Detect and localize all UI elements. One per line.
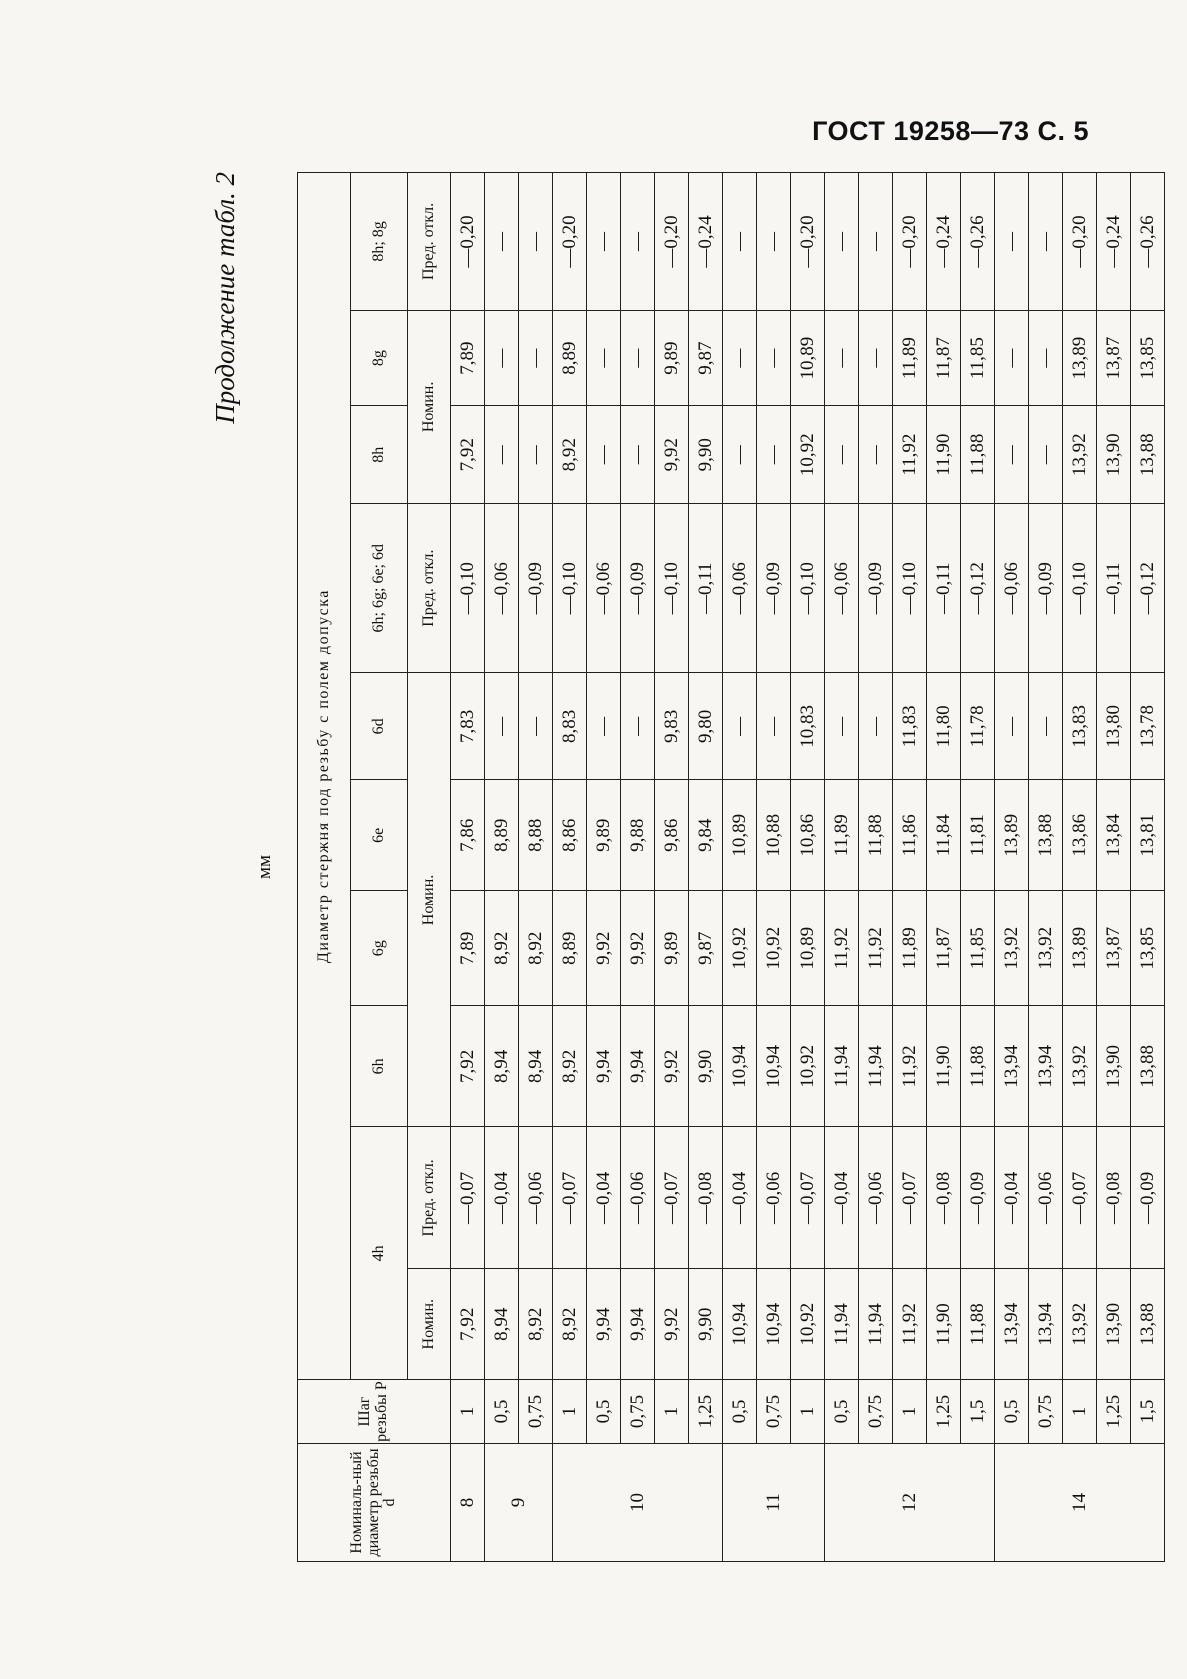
table-cell: 8,92 — [519, 1269, 553, 1380]
table-row — [1131, 173, 1165, 1562]
table-cell: — — [859, 173, 893, 311]
table-cell: 10,88 — [757, 780, 791, 891]
table-cell: 1 — [451, 1380, 485, 1444]
table-cell: — — [995, 310, 1029, 406]
table-cell: —0,06 — [995, 503, 1029, 673]
table-cell: —0,11 — [689, 503, 723, 673]
table-cell: 9,89 — [655, 891, 689, 1006]
table-row — [723, 173, 757, 1562]
table-cell: 8,92 — [553, 1269, 587, 1380]
table-cell: 13,92 — [1063, 1269, 1097, 1380]
table-cell: 9,83 — [655, 673, 689, 780]
table-cell: 8,88 — [519, 780, 553, 891]
table-cell: 0,75 — [1029, 1380, 1063, 1444]
table-row — [655, 173, 689, 1562]
header-6e: 6e — [351, 780, 408, 891]
table-cell: —0,07 — [451, 1127, 485, 1269]
table-cell: —0,07 — [1063, 1127, 1097, 1269]
table-row — [791, 173, 825, 1562]
table-cell: 9,90 — [689, 1006, 723, 1127]
table-cell: — — [519, 310, 553, 406]
table-cell: 8,94 — [519, 1006, 553, 1127]
table-cell: 10,94 — [723, 1006, 757, 1127]
table-row — [825, 173, 859, 1562]
table-cell: 13,94 — [995, 1269, 1029, 1380]
table-row — [757, 173, 791, 1562]
table-cell: 8,92 — [553, 406, 587, 504]
table-cell: 13,78 — [1131, 673, 1165, 780]
table-cell: 1 — [655, 1380, 689, 1444]
header-4h-nominal: Номин. — [408, 1269, 451, 1380]
table-cell: 10,92 — [757, 891, 791, 1006]
table-cell: — — [995, 406, 1029, 504]
table-cell: 11,81 — [961, 780, 995, 891]
table-cell: 9,92 — [655, 1269, 689, 1380]
table-cell: 8,92 — [485, 891, 519, 1006]
table-cell: —0,06 — [859, 1127, 893, 1269]
table-cell: 9,94 — [621, 1269, 655, 1380]
table-cell: —0,11 — [927, 503, 961, 673]
table-cell: — — [1029, 673, 1063, 780]
table-cell: 11,90 — [927, 1269, 961, 1380]
header-4h-deviation: Пред. откл. — [408, 1127, 451, 1269]
table-cell: —0,12 — [1131, 503, 1165, 673]
header-6g: 6g — [351, 891, 408, 1006]
table-cell: 11,94 — [859, 1269, 893, 1380]
table-row — [1097, 173, 1131, 1562]
table-cell: 7,92 — [451, 406, 485, 504]
table-cell: 11,94 — [825, 1269, 859, 1380]
table-cell: —0,26 — [961, 173, 995, 311]
table-cell: 9,90 — [689, 406, 723, 504]
table-cell: — — [621, 310, 655, 406]
table-cell: — — [1029, 310, 1063, 406]
table-row — [961, 173, 995, 1562]
table-cell: 10,92 — [723, 891, 757, 1006]
table-cell: 13,94 — [1029, 1269, 1063, 1380]
table-cell: 10,94 — [757, 1269, 791, 1380]
table-cell: 11,92 — [859, 891, 893, 1006]
table-cell: 13,92 — [995, 891, 1029, 1006]
table-cell: 13,88 — [1029, 780, 1063, 891]
table-cell: 1 — [791, 1380, 825, 1444]
table-cell: 11,94 — [859, 1006, 893, 1127]
table-cell: 0,75 — [757, 1380, 791, 1444]
table-cell: 9,94 — [621, 1006, 655, 1127]
table-cell: 13,85 — [1131, 310, 1165, 406]
table-cell: —0,06 — [1029, 1127, 1063, 1269]
table-cell: 11,87 — [927, 891, 961, 1006]
table-cell: 1 — [1063, 1380, 1097, 1444]
table-cell: — — [859, 673, 893, 780]
table-cell: 9,88 — [621, 780, 655, 891]
table-cell: — — [587, 173, 621, 311]
header-thread-pitch: Шаг резьбы P — [298, 1380, 451, 1444]
table-cell: 9,92 — [655, 1006, 689, 1127]
table-cell: —0,20 — [893, 173, 927, 311]
table-cell: 13,90 — [1097, 1269, 1131, 1380]
header-6-deviation: Пред. откл. — [408, 503, 451, 673]
table-cell: 13,89 — [1063, 891, 1097, 1006]
table-cell: —0,11 — [1097, 503, 1131, 673]
header-6-combined: 6h; 6g; 6e; 6d — [351, 503, 408, 673]
table-cell: —0,10 — [451, 503, 485, 673]
table-cell: — — [825, 406, 859, 504]
table-cell: 11,85 — [961, 310, 995, 406]
header-6-nominal: Номин. — [408, 673, 451, 1127]
table-cell: 13,92 — [1029, 891, 1063, 1006]
table-cell: —0,09 — [757, 503, 791, 673]
table-body — [451, 173, 1165, 1562]
table-cell: 9,87 — [689, 310, 723, 406]
table-cell: —0,06 — [757, 1127, 791, 1269]
table-cell: 0,5 — [825, 1380, 859, 1444]
table-cell: 9,92 — [621, 891, 655, 1006]
table-cell: 7,83 — [451, 673, 485, 780]
table-cell: —0,04 — [485, 1127, 519, 1269]
header-4h: 4h — [351, 1127, 408, 1380]
table-cell: 9,80 — [689, 673, 723, 780]
table-cell: —0,10 — [655, 503, 689, 673]
table-cell: 13,88 — [1131, 1006, 1165, 1127]
table-caption: Продолжение табл. 2 — [210, 172, 240, 424]
table-row — [893, 173, 927, 1562]
table-cell: — — [519, 173, 553, 311]
table-cell: 11,88 — [859, 780, 893, 891]
table-row — [927, 173, 961, 1562]
table-cell: 13,90 — [1097, 1006, 1131, 1127]
rotated-table-area — [205, 172, 1158, 1562]
table-cell: —0,26 — [1131, 173, 1165, 311]
table-cell: — — [859, 310, 893, 406]
table-cell: —0,20 — [553, 173, 587, 311]
table-cell: 11,87 — [927, 310, 961, 406]
table-cell: 1,25 — [689, 1380, 723, 1444]
standard-header: ГОСТ 19258—73 С. 5 — [812, 116, 1089, 146]
table-cell: —0,09 — [621, 503, 655, 673]
table-cell: —0,10 — [791, 503, 825, 673]
header-8-deviation: Пред. откл. — [408, 173, 451, 311]
table-cell: 10,89 — [791, 891, 825, 1006]
table-cell: 10,94 — [723, 1269, 757, 1380]
cell-nominal-diameter: 12 — [825, 1443, 995, 1561]
table-cell: — — [1029, 406, 1063, 504]
table-cell: 1 — [553, 1380, 587, 1444]
table-cell: 0,5 — [485, 1380, 519, 1444]
table-cell: 10,83 — [791, 673, 825, 780]
table-cell: — — [723, 310, 757, 406]
table-cell: — — [723, 673, 757, 780]
table-cell: 13,94 — [995, 1006, 1029, 1127]
table-cell: —0,08 — [927, 1127, 961, 1269]
table-cell: 13,87 — [1097, 891, 1131, 1006]
table-cell: 11,84 — [927, 780, 961, 891]
table-cell: 13,87 — [1097, 310, 1131, 406]
table-cell: — — [995, 173, 1029, 311]
table-cell: — — [587, 310, 621, 406]
table-cell: 7,92 — [451, 1006, 485, 1127]
table-cell: 9,94 — [587, 1006, 621, 1127]
table-cell: —0,09 — [859, 503, 893, 673]
table-cell: 7,89 — [451, 310, 485, 406]
table-cell: 8,89 — [553, 310, 587, 406]
table-cell: 11,92 — [893, 406, 927, 504]
table-cell: 9,89 — [587, 780, 621, 891]
table-cell: —0,04 — [587, 1127, 621, 1269]
table-cell: 8,89 — [485, 780, 519, 891]
table-cell: —0,06 — [587, 503, 621, 673]
table-cell: — — [485, 310, 519, 406]
table-cell: 11,92 — [893, 1006, 927, 1127]
header-6d: 6d — [351, 673, 408, 780]
table-cell: 11,94 — [825, 1006, 859, 1127]
table-cell: — — [519, 673, 553, 780]
table-cell: 8,94 — [485, 1006, 519, 1127]
table-cell: — — [1029, 173, 1063, 311]
header-8-nominal: Номин. — [408, 310, 451, 503]
table-cell: 11,83 — [893, 673, 927, 780]
thread-diameter-table — [297, 172, 1165, 1562]
table-cell: — — [587, 673, 621, 780]
table-cell: 11,78 — [961, 673, 995, 780]
table-row — [519, 173, 553, 1562]
table-cell: —0,07 — [655, 1127, 689, 1269]
table-cell: 9,86 — [655, 780, 689, 891]
table-row — [1063, 173, 1097, 1562]
table-cell: 8,92 — [553, 1006, 587, 1127]
table-cell: 0,5 — [587, 1380, 621, 1444]
table-row — [1029, 173, 1063, 1562]
table-cell: — — [621, 406, 655, 504]
table-cell: 8,94 — [485, 1269, 519, 1380]
header-tolerance-group: Диаметр стержня под резьбу с полем допуска — [298, 173, 351, 1380]
table-cell: 11,92 — [825, 891, 859, 1006]
table-cell: — — [995, 673, 1029, 780]
table-cell: 11,89 — [893, 891, 927, 1006]
table-cell: 11,92 — [893, 1269, 927, 1380]
table-cell: 9,92 — [655, 406, 689, 504]
table-cell: —0,20 — [1063, 173, 1097, 311]
table-cell: 0,75 — [621, 1380, 655, 1444]
table-cell: —0,06 — [621, 1127, 655, 1269]
table-cell: —0,04 — [995, 1127, 1029, 1269]
table-cell: — — [859, 406, 893, 504]
table-cell: 8,89 — [553, 891, 587, 1006]
table-cell: 1,5 — [961, 1380, 995, 1444]
table-cell: 13,88 — [1131, 406, 1165, 504]
table-cell: — — [757, 173, 791, 311]
table-cell: 8,92 — [519, 891, 553, 1006]
table-cell: 13,83 — [1063, 673, 1097, 780]
table-cell: — — [825, 310, 859, 406]
table-cell: 13,89 — [1063, 310, 1097, 406]
table-cell: 10,89 — [791, 310, 825, 406]
table-cell: 11,88 — [961, 1006, 995, 1127]
table-cell: — — [757, 310, 791, 406]
table-cell: 9,84 — [689, 780, 723, 891]
header-nominal-diameter: Номиналь-ный диаметр резьбы d — [298, 1443, 451, 1561]
table-cell: — — [621, 173, 655, 311]
table-cell: 13,94 — [1029, 1006, 1063, 1127]
table-cell: — — [825, 173, 859, 311]
table-cell: 11,90 — [927, 1006, 961, 1127]
table-row — [995, 173, 1029, 1562]
table-cell: —0,20 — [451, 173, 485, 311]
table-cell: 11,89 — [825, 780, 859, 891]
table-cell: 13,80 — [1097, 673, 1131, 780]
table-cell: — — [519, 406, 553, 504]
table-cell: —0,09 — [519, 503, 553, 673]
table-cell: — — [757, 673, 791, 780]
table-row — [485, 173, 519, 1562]
table-row — [859, 173, 893, 1562]
table-cell: —0,09 — [961, 1127, 995, 1269]
table-cell: —0,07 — [791, 1127, 825, 1269]
table-cell: —0,24 — [927, 173, 961, 311]
table-cell: — — [587, 406, 621, 504]
table-cell: — — [485, 673, 519, 780]
table-cell: —0,20 — [791, 173, 825, 311]
units-label: мм — [254, 854, 275, 880]
table-cell: 10,89 — [723, 780, 757, 891]
cell-nominal-diameter: 10 — [553, 1443, 723, 1561]
table-cell: 13,84 — [1097, 780, 1131, 891]
table-cell: 13,81 — [1131, 780, 1165, 891]
table-cell: —0,06 — [485, 503, 519, 673]
table-cell: —0,09 — [1131, 1127, 1165, 1269]
table-cell: —0,10 — [893, 503, 927, 673]
table-cell: —0,06 — [723, 503, 757, 673]
table-cell: 13,92 — [1063, 406, 1097, 504]
table-cell: —0,10 — [553, 503, 587, 673]
header-8-combined: 8h; 8g — [351, 173, 408, 311]
table-cell: —0,07 — [893, 1127, 927, 1269]
table-cell: —0,06 — [825, 503, 859, 673]
table-cell: —0,20 — [655, 173, 689, 311]
table-cell: — — [723, 173, 757, 311]
table-cell: 13,90 — [1097, 406, 1131, 504]
table-cell: 10,92 — [791, 1006, 825, 1127]
table-cell: 7,86 — [451, 780, 485, 891]
header-8g: 8g — [351, 310, 408, 406]
cell-nominal-diameter: 11 — [723, 1443, 825, 1561]
header-8h: 8h — [351, 406, 408, 504]
table-cell: 0,75 — [859, 1380, 893, 1444]
table-row — [451, 173, 485, 1562]
table-cell: — — [485, 406, 519, 504]
table-cell: 11,88 — [961, 406, 995, 504]
table-cell: —0,06 — [519, 1127, 553, 1269]
table-cell: —0,08 — [1097, 1127, 1131, 1269]
table-cell: —0,09 — [1029, 503, 1063, 673]
cell-nominal-diameter: 8 — [451, 1443, 485, 1561]
table-cell: 10,86 — [791, 780, 825, 891]
table-cell: —0,08 — [689, 1127, 723, 1269]
table-cell: 10,92 — [791, 1269, 825, 1380]
table-cell: —0,12 — [961, 503, 995, 673]
table-cell: —0,24 — [689, 173, 723, 311]
table-cell: — — [485, 173, 519, 311]
table-cell: 0,5 — [723, 1380, 757, 1444]
table-row — [553, 173, 587, 1562]
table-cell: — — [621, 673, 655, 780]
table-cell: 9,90 — [689, 1269, 723, 1380]
table-cell: 13,85 — [1131, 891, 1165, 1006]
table-cell: 9,89 — [655, 310, 689, 406]
table-cell: 11,86 — [893, 780, 927, 891]
table-cell: — — [825, 673, 859, 780]
table-cell: — — [723, 406, 757, 504]
header-6h: 6h — [351, 1006, 408, 1127]
table-cell: —0,07 — [553, 1127, 587, 1269]
table-cell: 13,92 — [1063, 1006, 1097, 1127]
table-cell: 13,86 — [1063, 780, 1097, 891]
cell-nominal-diameter: 14 — [995, 1443, 1165, 1561]
table-cell: 11,88 — [961, 1269, 995, 1380]
table-cell: 1,5 — [1131, 1380, 1165, 1444]
cell-nominal-diameter: 9 — [485, 1443, 553, 1561]
table-cell: 9,87 — [689, 891, 723, 1006]
table-cell: — — [757, 406, 791, 504]
table-cell: 9,94 — [587, 1269, 621, 1380]
table-cell: —0,10 — [1063, 503, 1097, 673]
table-cell: —0,04 — [825, 1127, 859, 1269]
table-cell: —0,04 — [723, 1127, 757, 1269]
table-cell: 13,89 — [995, 780, 1029, 891]
table-cell: 1 — [893, 1380, 927, 1444]
table-cell: 11,90 — [927, 406, 961, 504]
table-cell: 0,75 — [519, 1380, 553, 1444]
table-cell: 8,86 — [553, 780, 587, 891]
table-cell: 13,88 — [1131, 1269, 1165, 1380]
table-cell: 9,92 — [587, 891, 621, 1006]
table-cell: 7,89 — [451, 891, 485, 1006]
table-cell: —0,24 — [1097, 173, 1131, 311]
table-cell: 0,5 — [995, 1380, 1029, 1444]
table-cell: 1,25 — [927, 1380, 961, 1444]
table-cell: 11,89 — [893, 310, 927, 406]
table-cell: 10,94 — [757, 1006, 791, 1127]
table-cell: 11,80 — [927, 673, 961, 780]
table-cell: 1,25 — [1097, 1380, 1131, 1444]
table-cell: 7,92 — [451, 1269, 485, 1380]
table-cell: 10,92 — [791, 406, 825, 504]
table-cell: 11,85 — [961, 891, 995, 1006]
table-row — [621, 173, 655, 1562]
table-cell: 8,83 — [553, 673, 587, 780]
table-row — [689, 173, 723, 1562]
table-row — [587, 173, 621, 1562]
